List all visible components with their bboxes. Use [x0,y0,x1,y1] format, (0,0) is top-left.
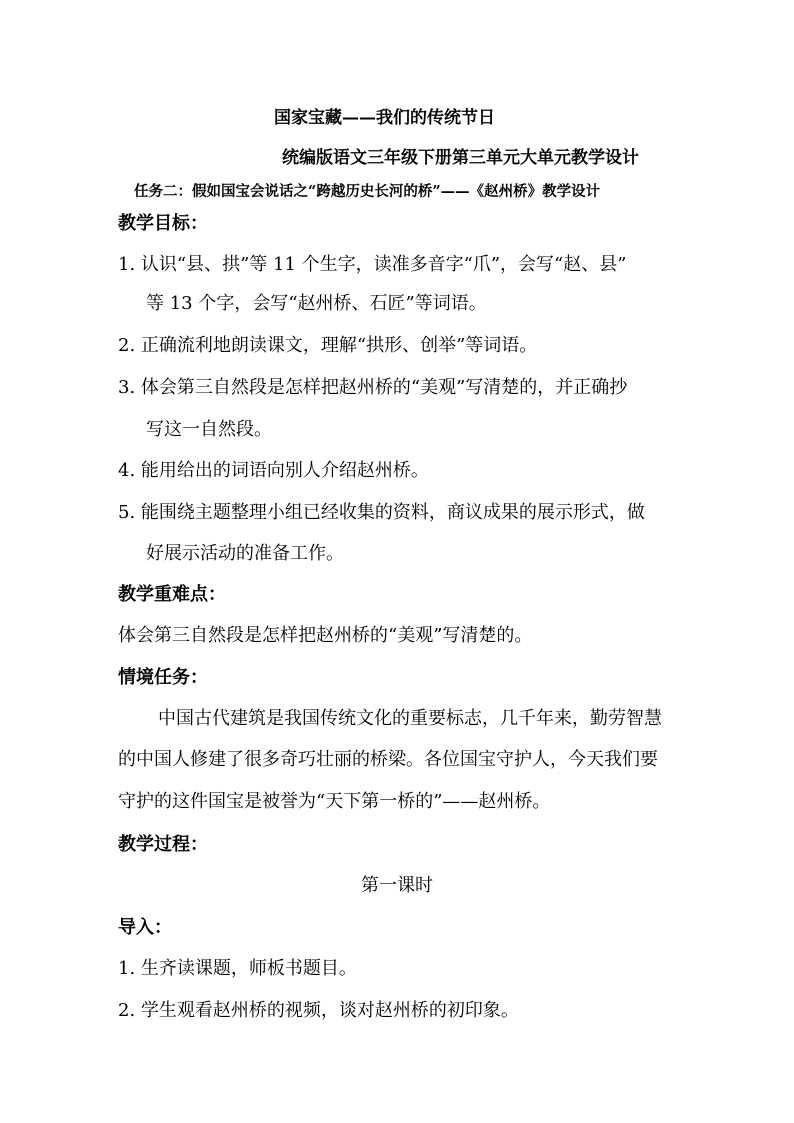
objective-5-line-1: 5. 能围绕主题整理小组已经收集的资料，商议成果的展示形式，做 [118,502,645,523]
document-subtitle: 统编版语文三年级下册第三单元大单元教学设计 [282,148,639,168]
process-heading: 教学过程： [118,834,208,855]
key-points-text: 体会第三自然段是怎样把赵州桥的“美观”写清楚的。 [118,625,533,646]
situation-line-2: 的中国人修建了很多奇巧壮丽的桥梁。各位国宝守护人，今天我们要 [118,749,658,770]
process-step-1: 1. 生齐读课题，师板书题目。 [118,958,357,979]
situation-line-1: 中国古代建筑是我国传统文化的重要标志，几千年来，勤劳智慧 [158,708,662,729]
objective-5-line-2: 好展示活动的准备工作。 [146,543,344,564]
key-points-heading: 教学重难点： [118,584,226,605]
task-title: 任务二：假如国宝会说话之“跨越历史长河的桥”——《赵州桥》教学设计 [134,183,601,200]
process-step-2: 2. 学生观看赵州桥的视频，谈对赵州桥的初印象。 [118,1000,519,1021]
situation-line-3: 守护的这件国宝是被誉为“天下第一桥的”——赵州桥。 [118,791,551,812]
objective-4: 4. 能用给出的词语向别人介绍赵州桥。 [118,460,429,481]
document-title: 国家宝藏——我们的传统节日 [274,108,495,128]
objectives-heading: 教学目标： [118,213,208,234]
objective-2: 2. 正确流利地朗读课文，理解“拱形、创举”等词语。 [118,335,538,356]
situation-heading: 情境任务： [118,667,208,688]
objective-1-line-2: 等 13 个字，会写“赵州桥、石匠”等词语。 [146,293,487,314]
lesson-title: 第一课时 [361,875,433,896]
objective-3-line-1: 3. 体会第三自然段是怎样把赵州桥的“美观”写清楚的，并正确抄 [118,377,628,398]
objective-3-line-2: 写这一自然段。 [146,419,272,440]
intro-heading: 导入： [118,917,172,938]
objective-1-line-1: 1. 认识“县、拱”等 11 个生字，读准多音字“爪”，会写“赵、县” [118,254,627,275]
